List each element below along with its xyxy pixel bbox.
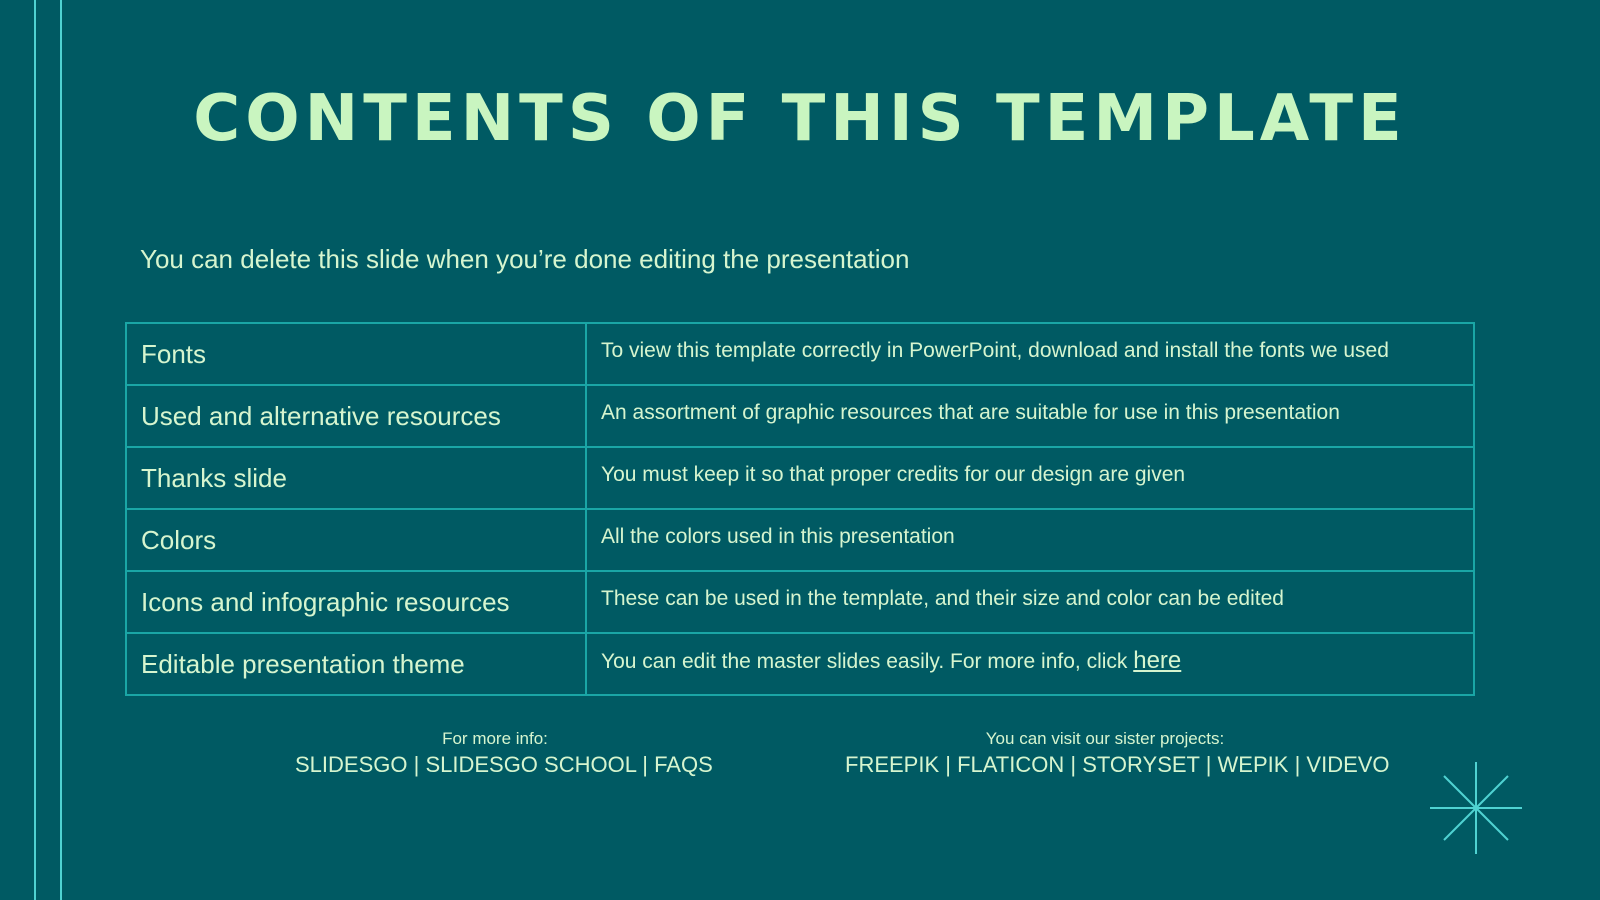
sparkle-icon (1428, 760, 1524, 856)
table-row (126, 447, 1474, 509)
row-description (586, 571, 1474, 633)
row-label: Editable presentation theme (126, 633, 586, 695)
row-description (586, 385, 1474, 447)
row-description-text: An assortment of graphic resources that are suitable for use in this presentation (601, 401, 1340, 424)
slide-subtitle: You can delete this slide when you’re done editing the presentation (140, 244, 910, 274)
link-separator: | (1064, 752, 1083, 777)
storyset-link[interactable]: STORYSET (1082, 752, 1200, 777)
footer-more-info-links (295, 750, 713, 780)
faqs-link[interactable]: FAQS (654, 752, 713, 777)
link-separator: | (1288, 752, 1307, 777)
link-separator: | (1199, 752, 1218, 777)
row-description-text: To view this template correctly in PowerPoint, download and install the fonts we used (601, 339, 1389, 362)
table-row (126, 571, 1474, 633)
row-label: Used and alternative resources (126, 385, 586, 447)
flaticon-link[interactable]: FLATICON (957, 752, 1065, 777)
row-description (586, 633, 1474, 695)
slidesgo-school-link[interactable]: SLIDESGO SCHOOL (425, 752, 637, 777)
row-description (586, 509, 1474, 571)
slide-title: CONTENTS OF THIS TEMPLATE (193, 82, 1407, 156)
link-separator: | (636, 752, 655, 777)
table-row (126, 509, 1474, 571)
slidesgo-link[interactable]: SLIDESGO (295, 752, 408, 777)
table-row (126, 385, 1474, 447)
contents-table (125, 322, 1475, 696)
table-row (126, 633, 1474, 695)
row-description (586, 323, 1474, 385)
row-description-text: All the colors used in this presentation (601, 525, 955, 548)
freepik-link[interactable]: FREEPIK (845, 752, 940, 777)
wepik-link[interactable]: WEPIK (1217, 752, 1289, 777)
footer-more-info (295, 728, 713, 780)
table-row (126, 323, 1474, 385)
footer-sister-projects-links (845, 750, 1390, 780)
row-description (586, 447, 1474, 509)
row-label: Fonts (126, 323, 586, 385)
row-description-text: These can be used in the template, and their size and color can be edited (601, 587, 1284, 610)
row-label: Colors (126, 509, 586, 571)
link-separator: | (939, 752, 958, 777)
row-label: Icons and infographic resources (126, 571, 586, 633)
here-link[interactable]: here (1133, 647, 1182, 674)
videvo-link[interactable]: VIDEVO (1306, 752, 1390, 777)
footer-sister-projects-label: You can visit our sister projects: (985, 729, 1225, 748)
row-description-text: You must keep it so that proper credits for our design are given (601, 463, 1186, 486)
footer-more-info-label: For more info: (442, 729, 548, 748)
row-description-text: You can edit the master slides easily. For more info, click (601, 650, 1134, 673)
row-label: Thanks slide (126, 447, 586, 509)
link-separator: | (407, 752, 426, 777)
footer-sister-projects (845, 728, 1390, 780)
